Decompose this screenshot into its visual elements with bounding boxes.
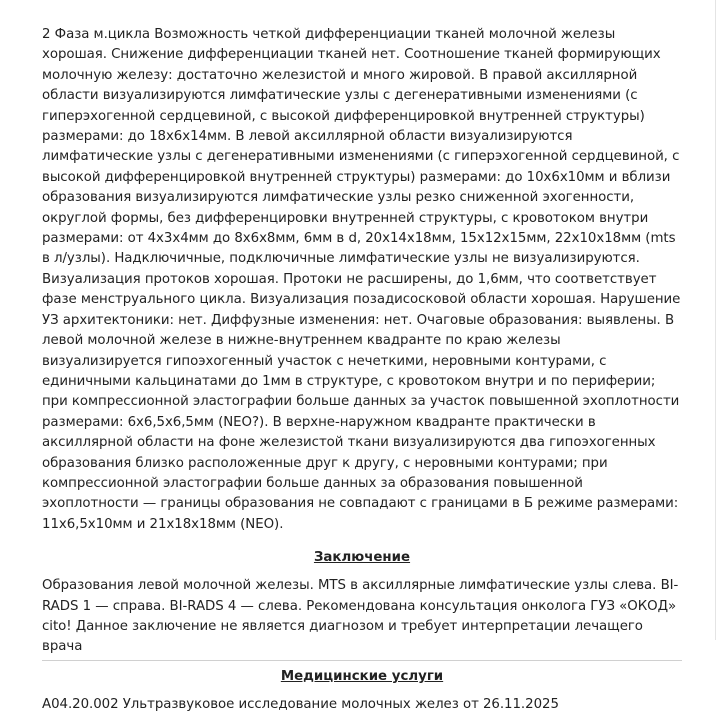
conclusion-heading: Заключение xyxy=(313,550,411,566)
conclusion-text: Образования левой молочной железы. MTS в аксиллярные лимфатические узлы слева. BI-RADS 1 — справа. BI-RADS 4 — слева. Рекомендована консультация онколога ГУЗ «ОКОД» cito! Данное заключение не является диагнозом и требует интерпретации лечащего врача xyxy=(42,578,679,655)
page-edge-divider xyxy=(715,0,716,640)
services-heading: Медицинские услуги xyxy=(280,668,444,684)
service-item: A04.20.002 Ультразвуковое исследование молочных желез от 26.11.2025 xyxy=(42,696,559,712)
examination-description: 2 Фаза м.цикла Возможность четкой дифференциации тканей молочной железы хорошая. Снижение дифференциации тканей нет. Соотношение тканей формирующих молочную железу: достаточно железистой и много жировой. В правой аксиллярной области визуализируются лимфатические узлы с дегенеративными изменениями (с гиперэхогенной сердцевиной, с высокой дифференцировкой внутренней структуры) размерами: до 18x6x14мм. В левой аксиллярной области визуализируются лимфатические узлы с дегенеративными изменениями (с гиперэхогенной сердцевиной, с высокой дифференцировкой внутренней структуры) размерами: до 10x6x10мм и вблизи образования визуализируются лимфатические узлы резко сниженной эхогенности, округлой формы, без дифференцировки внутренней структуры, с кровотоком внутри размерами: от 4x3x4мм до 8x6x8мм, 6мм в d, 20x14x18мм, 15x12x15мм, 22x10x18мм (mts в л/узлы). Надключичные, подключичные лимфатические узлы не визуализируются. Визуализация протоков хорошая. Протоки не расширены, до 1,6мм, что соответствует фазе менструального цикла. Визуализация позадисосковой области хорошая. Нарушение УЗ архитектоники: нет. Диффузные изменения: нет. Очаговые образования: выявлены. В левой молочной железе в нижне-внутреннем квадранте по краю железы визуализируется гипоэхогенный участок с нечеткими, неровными контурами, с единичными кальцинатами до 1мм в структуре, с кровотоком внутри и по периферии; при компрессионной эластографии больше данных за участок повышенной эхоплотности размерами: 6x6,5x6,5мм (NEO?). В верхне-наружном квадранте практически в аксиллярной области на фоне железистой ткани визуализируются два гипоэхогенных образования близко расположенные друг к другу, с неровными контурами; при компрессионной эластографии больше данных за образования повышенной эхоплотности — границы образования не совпадают с границами в Б режиме размерами: 11x6,5x10мм и 21x18x18мм (NEO). xyxy=(42,27,681,532)
section-divider xyxy=(42,660,682,661)
